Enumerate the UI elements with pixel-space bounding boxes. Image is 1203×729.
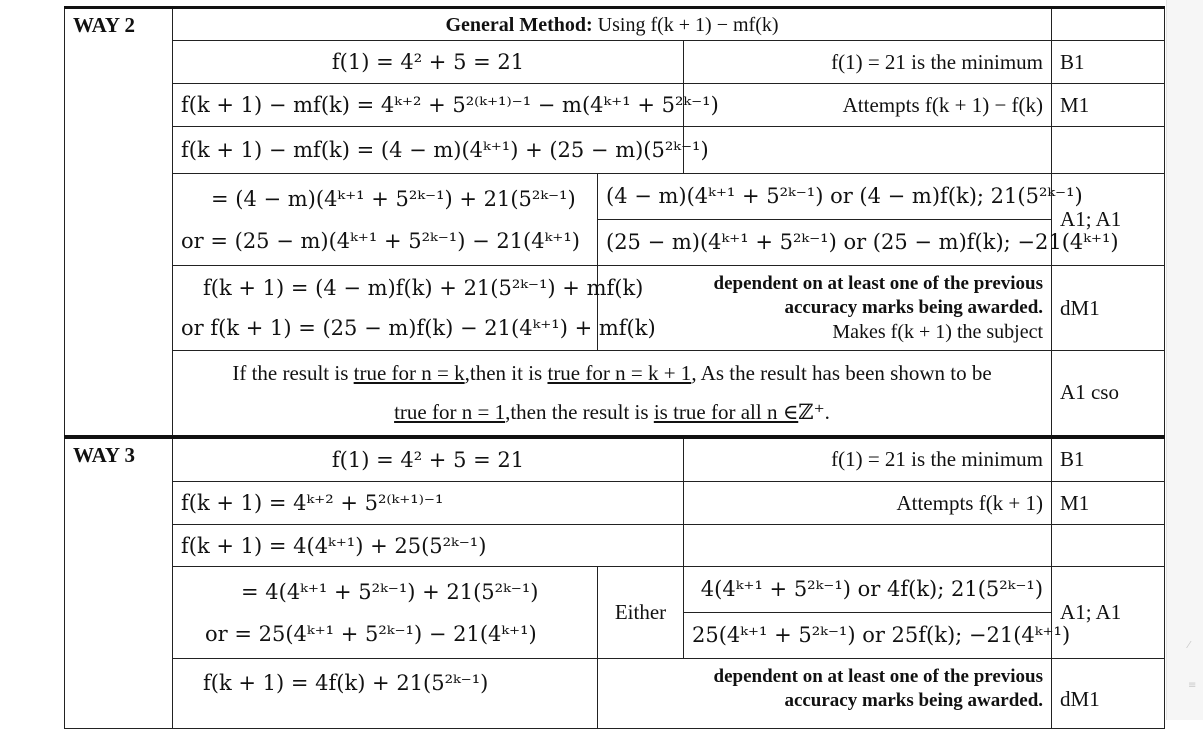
way2-row5-note-plain: Makes f(k + 1) the subject <box>832 321 1044 343</box>
way3-row4-mark: A1; A1 <box>1052 567 1165 659</box>
way3-row1-note: f(1) = 21 is the minimum <box>684 437 1052 482</box>
way3-row5-note-bold-b: accuracy marks being awarded. <box>784 690 1044 711</box>
way3-row3-note <box>684 525 1052 567</box>
way2-row6 <box>65 351 1165 437</box>
way3-row2-work: f(k + 1) = 4ᵏ⁺² + 5²⁽ᵏ⁺¹⁾⁻¹ <box>173 482 684 525</box>
way2-row3-note <box>684 127 1052 174</box>
way2-row4 <box>65 174 1165 266</box>
way2-row6-u3: true for n = 1 <box>394 399 506 424</box>
way2-row2 <box>65 84 1165 127</box>
way2-row6-u4: is true for all n ∈ <box>653 399 799 424</box>
way2-row6-u2: true for n = k + 1 <box>547 360 692 385</box>
way2-row5-mark: dM1 <box>1052 266 1165 351</box>
way2-row5-work-a: f(k + 1) = (4 − m)f(k) + 21(5²ᵏ⁻¹) + mf(k) <box>203 276 644 300</box>
way3-row3-mark <box>1052 525 1165 567</box>
way2-row3 <box>65 127 1165 174</box>
way2-row5-note <box>598 266 1052 351</box>
way2-row6-line1 <box>181 354 1043 392</box>
way3-row4-note-b: 25(4ᵏ⁺¹ + 5²ᵏ⁻¹) or 25f(k); −21(4ᵏ⁺¹) <box>692 623 1071 647</box>
way2-row6-p5: ℤ⁺. <box>798 399 830 424</box>
way2-row5-note-bold-a: dependent on at least one of the previous <box>713 273 1044 294</box>
margin-glyph: ≡ <box>1188 680 1197 691</box>
way2-row1-work: f(1) = 4² + 5 = 21 <box>173 41 684 84</box>
way3-row4-work-b: or = 25(4ᵏ⁺¹ + 5²ᵏ⁻¹) − 21(4ᵏ⁺¹) <box>205 621 537 646</box>
way3-row2-note: Attempts f(k + 1) <box>684 482 1052 525</box>
way2-row6-u1: true for n = k <box>353 360 465 385</box>
way2-row3-work: f(k + 1) − mf(k) = (4 − m)(4ᵏ⁺¹) + (25 − m)(5²ᵏ⁻¹) <box>173 127 684 174</box>
way2-row5 <box>65 266 1165 351</box>
way3-row4-note <box>684 567 1071 659</box>
way2-row6-p3: , As the result has been shown to be <box>691 360 992 385</box>
way2-row1-note: f(1) = 21 is the minimum <box>684 41 1052 84</box>
way2-label: WAY 2 <box>65 8 173 437</box>
way2-row3-mark <box>1052 127 1165 174</box>
right-margin <box>1166 0 1203 720</box>
way3-row3-work: f(k + 1) = 4(4ᵏ⁺¹) + 25(5²ᵏ⁻¹) <box>173 525 684 567</box>
way3-label: WAY 3 <box>65 437 173 729</box>
way2-heading <box>173 8 1052 41</box>
way3-row2 <box>65 482 1165 525</box>
way3-row5-mark: dM1 <box>1052 659 1165 729</box>
way2-heading-rest: Using f(k + 1) − mf(k) <box>592 14 779 36</box>
margin-glyph: ⁄ <box>1188 640 1190 651</box>
way2-row2-work: f(k + 1) − mf(k) = 4ᵏ⁺² + 5²⁽ᵏ⁺¹⁾⁻¹ − m(4ᵏ⁺¹ + 5²ᵏ⁻¹) <box>173 84 684 127</box>
way3-row4-note-a: 4(4ᵏ⁺¹ + 5²ᵏ⁻¹) or 4f(k); 21(5²ᵏ⁻¹) <box>684 567 1051 613</box>
mark-scheme-table <box>64 6 1165 729</box>
way2-row6-p1: If the result is <box>232 360 354 385</box>
way2-row1-mark: B1 <box>1052 41 1165 84</box>
way2-row4-work-b: or = (25 − m)(4ᵏ⁺¹ + 5²ᵏ⁻¹) − 21(4ᵏ⁺¹) <box>181 228 580 253</box>
way2-heading-mark <box>1052 8 1165 41</box>
way2-row2-mark: M1 <box>1052 84 1165 127</box>
way2-row5-work <box>173 266 656 351</box>
way2-row4-note-b: (25 − m)(4ᵏ⁺¹ + 5²ᵏ⁻¹) or (25 − m)f(k); −21(4ᵏ⁺¹) <box>606 230 1119 254</box>
way3-row4-either: Either <box>598 567 684 659</box>
way2-header-row <box>65 8 1165 41</box>
way2-row6-line2 <box>181 392 1043 432</box>
way2-row6-p2: ,then it is <box>464 360 548 385</box>
way2-row4-note-a: (4 − m)(4ᵏ⁺¹ + 5²ᵏ⁻¹) or (4 − m)f(k); 21(5²ᵏ⁻¹) <box>598 174 1051 220</box>
way3-row3 <box>65 525 1165 567</box>
way2-row6-mark: A1 cso <box>1052 351 1165 437</box>
way3-row1-mark: B1 <box>1052 437 1165 482</box>
way3-row5-work-a: f(k + 1) = 4f(k) + 21(5²ᵏ⁻¹) <box>203 671 489 695</box>
way2-row4-work <box>173 174 598 266</box>
way2-row1 <box>65 41 1165 84</box>
left-margin <box>0 0 62 720</box>
way3-row1 <box>65 437 1165 482</box>
way2-row4-work-a: = (4 − m)(4ᵏ⁺¹ + 5²ᵏ⁻¹) + 21(5²ᵏ⁻¹) <box>211 186 576 211</box>
way3-row5-note <box>598 659 1052 729</box>
way3-row4-work-a: = 4(4ᵏ⁺¹ + 5²ᵏ⁻¹) + 21(5²ᵏ⁻¹) <box>241 579 539 604</box>
way2-row6-conclusion <box>173 351 1052 437</box>
way2-row2-note: Attempts f(k + 1) − f(k) <box>684 84 1052 127</box>
way3-row5 <box>65 659 1165 729</box>
way2-row5-note-bold-b: accuracy marks being awarded. <box>784 297 1044 318</box>
way3-row4 <box>65 567 1165 659</box>
way2-row5-work-b: or f(k + 1) = (25 − m)f(k) − 21(4ᵏ⁺¹) + mf(k) <box>181 316 656 340</box>
way3-row5-note-bold-a: dependent on at least one of the previous <box>713 666 1044 687</box>
way2-heading-bold: General Method: <box>445 14 593 36</box>
way3-row2-mark: M1 <box>1052 482 1165 525</box>
way2-row4-mark: A1; A1 <box>1052 174 1165 266</box>
way3-row5-work <box>173 659 598 729</box>
way2-row6-p4: ,then the result is <box>505 399 654 424</box>
way3-row4-work <box>173 567 598 659</box>
way3-row1-work: f(1) = 4² + 5 = 21 <box>173 437 684 482</box>
